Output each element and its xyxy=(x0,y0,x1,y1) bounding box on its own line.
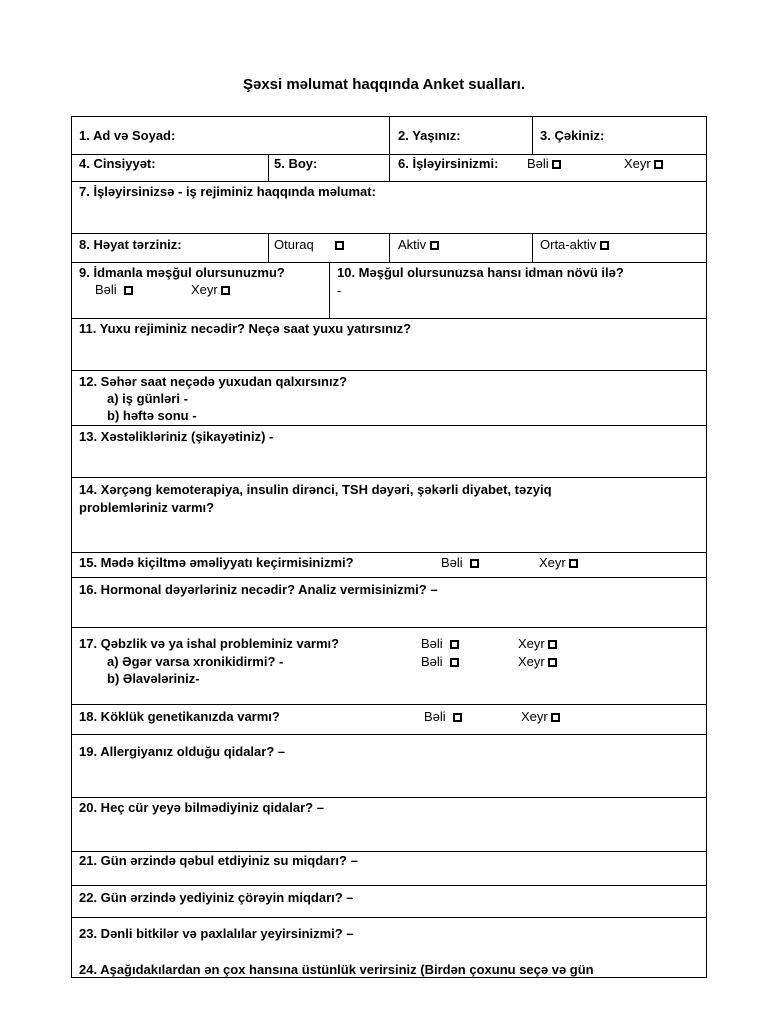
row-divider xyxy=(72,851,706,852)
chronic-no-option[interactable] xyxy=(518,654,557,670)
checkbox[interactable] xyxy=(335,241,344,250)
chronic-yes-option[interactable] xyxy=(421,654,459,670)
employment-no-option[interactable] xyxy=(624,156,663,172)
checkbox[interactable] xyxy=(551,713,560,722)
row-divider xyxy=(72,577,706,578)
checkbox[interactable] xyxy=(569,559,578,568)
column-divider xyxy=(532,117,533,154)
no-label: Xeyr xyxy=(518,654,545,669)
row-divider xyxy=(72,552,706,553)
checkbox[interactable] xyxy=(221,286,230,295)
column-divider xyxy=(389,117,390,181)
sport-type-answer[interactable]: - xyxy=(337,283,342,298)
water-intake-question: 21. Gün ərzində qəbul etdiyiniz su miqdarı? – xyxy=(79,853,358,868)
column-divider xyxy=(268,233,269,262)
weekdays-answer-label: a) iş günləri - xyxy=(107,391,188,406)
row-divider xyxy=(72,477,706,478)
yes-label: Bəli xyxy=(95,282,117,297)
no-label: Xeyr xyxy=(518,636,545,651)
row-divider xyxy=(72,797,706,798)
weekend-answer-label: b) həftə sonu - xyxy=(107,408,197,423)
digestion-no-option[interactable] xyxy=(518,636,557,652)
hormonal-question: 16. Hormonal dəyərləriniz necədir? Analiz vermisinizmi? – xyxy=(79,582,438,597)
bread-intake-question: 22. Gün ərzində yediyiniz çörəyin miqdarı? – xyxy=(79,890,354,905)
option-label: Aktiv xyxy=(398,237,427,252)
row-divider xyxy=(72,704,706,705)
no-label: Xeyr xyxy=(521,709,548,724)
row-divider xyxy=(72,181,706,182)
checkbox[interactable] xyxy=(600,241,609,250)
page-title: Şəxsi məlumat haqqında Anket sualları. xyxy=(242,76,526,93)
row-divider xyxy=(72,425,706,426)
no-label: Xeyr xyxy=(539,555,566,570)
no-label: Xeyr xyxy=(624,156,651,171)
checkbox[interactable] xyxy=(450,658,459,667)
checkbox[interactable] xyxy=(470,559,479,568)
checkbox[interactable] xyxy=(450,640,459,649)
no-label: Xeyr xyxy=(191,282,218,297)
row-divider xyxy=(72,627,706,628)
column-divider xyxy=(268,154,269,181)
work-schedule-question: 7. İşləyirsinizsə - iş rejiminiz haqqında məlumat: xyxy=(79,184,376,199)
option-label: Oturaq xyxy=(274,237,314,252)
sleep-question: 11. Yuxu rejiminiz necədir? Neçə saat yuxu yatırsınız? xyxy=(79,321,412,336)
checkbox[interactable] xyxy=(654,160,663,169)
yes-label: Bəli xyxy=(441,555,463,570)
option-label: Orta-aktiv xyxy=(540,237,597,252)
stomach-surgery-question: 15. Mədə kiçiltmə əməliyyatı keçirmisinizmi? xyxy=(79,555,354,570)
name-field-label: 1. Ad və Soyad: xyxy=(79,128,176,143)
surgery-yes-option[interactable] xyxy=(441,555,479,571)
lifestyle-moderate-option[interactable] xyxy=(540,237,609,253)
allergy-question: 19. Allergiyanız olduğu qidalar? – xyxy=(79,744,286,759)
sport-type-question: 10. Məşğul olursunuzsa hansı idman növü ilə? xyxy=(337,265,624,280)
height-field-label: 5. Boy: xyxy=(274,156,318,171)
row-divider xyxy=(72,370,706,371)
obesity-genetics-question: 18. Köklük genetikanızda varmı? xyxy=(79,709,280,724)
checkbox[interactable] xyxy=(124,286,133,295)
gender-field-label: 4. Cinsiyyət: xyxy=(79,156,156,171)
yes-label: Bəli xyxy=(421,654,443,669)
questionnaire-form xyxy=(71,116,707,978)
additions-label: b) Əlavələriniz- xyxy=(107,671,200,686)
checkbox[interactable] xyxy=(430,241,439,250)
age-field-label: 2. Yaşınız: xyxy=(398,128,461,143)
yes-label: Bəli xyxy=(424,709,446,724)
food-preference-question: 24. Aşağıdakılardan ən çox hansına üstünlük verirsiniz (Birdən çoxunu seçə və gün xyxy=(79,962,594,977)
checkbox[interactable] xyxy=(453,713,462,722)
weight-field-label: 3. Çəkiniz: xyxy=(540,128,605,143)
checkbox[interactable] xyxy=(548,640,557,649)
genetics-no-option[interactable] xyxy=(521,709,560,725)
conditions-question-line1: 14. Xərçəng kemoterapiya, insulin dirənci, TSH dəyəri, şəkərli diyabet, təzyiq xyxy=(79,482,552,497)
lifestyle-active-option[interactable] xyxy=(398,237,439,253)
row-divider xyxy=(72,734,706,735)
sports-no-option[interactable] xyxy=(191,282,230,298)
column-divider xyxy=(389,233,390,262)
sports-question: 9. İdmanla məşğul olursunuzmu? xyxy=(79,265,285,280)
yes-label: Bəli xyxy=(421,636,443,651)
row-divider xyxy=(72,318,706,319)
row-divider xyxy=(72,885,706,886)
digestion-question: 17. Qəbzlik və ya ishal probleminiz varmı? xyxy=(79,636,340,651)
column-divider xyxy=(329,262,330,318)
checkbox[interactable] xyxy=(552,160,561,169)
lifestyle-question: 8. Həyat tərziniz: xyxy=(79,237,182,252)
row-divider xyxy=(72,917,706,918)
checkbox[interactable] xyxy=(548,658,557,667)
employment-yes-option[interactable] xyxy=(527,156,561,172)
lifestyle-sedentary-option[interactable] xyxy=(274,237,344,253)
genetics-yes-option[interactable] xyxy=(424,709,462,725)
grains-legumes-question: 23. Dənli bitkilər və paxlalılar yeyirsinizmi? – xyxy=(79,926,354,941)
digestion-yes-option[interactable] xyxy=(421,636,459,652)
surgery-no-option[interactable] xyxy=(539,555,578,571)
wake-time-question: 12. Səhər saat neçədə yuxudan qalxırsınız? xyxy=(79,374,348,389)
chronic-question: a) Əgər varsa xronikidirmi? - xyxy=(107,654,284,669)
column-divider xyxy=(532,233,533,262)
conditions-question-line2: problemləriniz varmı? xyxy=(79,500,215,515)
row-divider xyxy=(72,262,706,263)
employment-question: 6. İşləyirsinizmi: xyxy=(398,156,499,171)
sports-yes-option[interactable] xyxy=(95,282,133,298)
yes-label: Bəli xyxy=(527,156,549,171)
disliked-foods-question: 20. Heç cür yeyə bilmədiyiniz qidalar? – xyxy=(79,800,324,815)
illnesses-question: 13. Xəstəlikləriniz (şikayətiniz) - xyxy=(79,429,274,444)
